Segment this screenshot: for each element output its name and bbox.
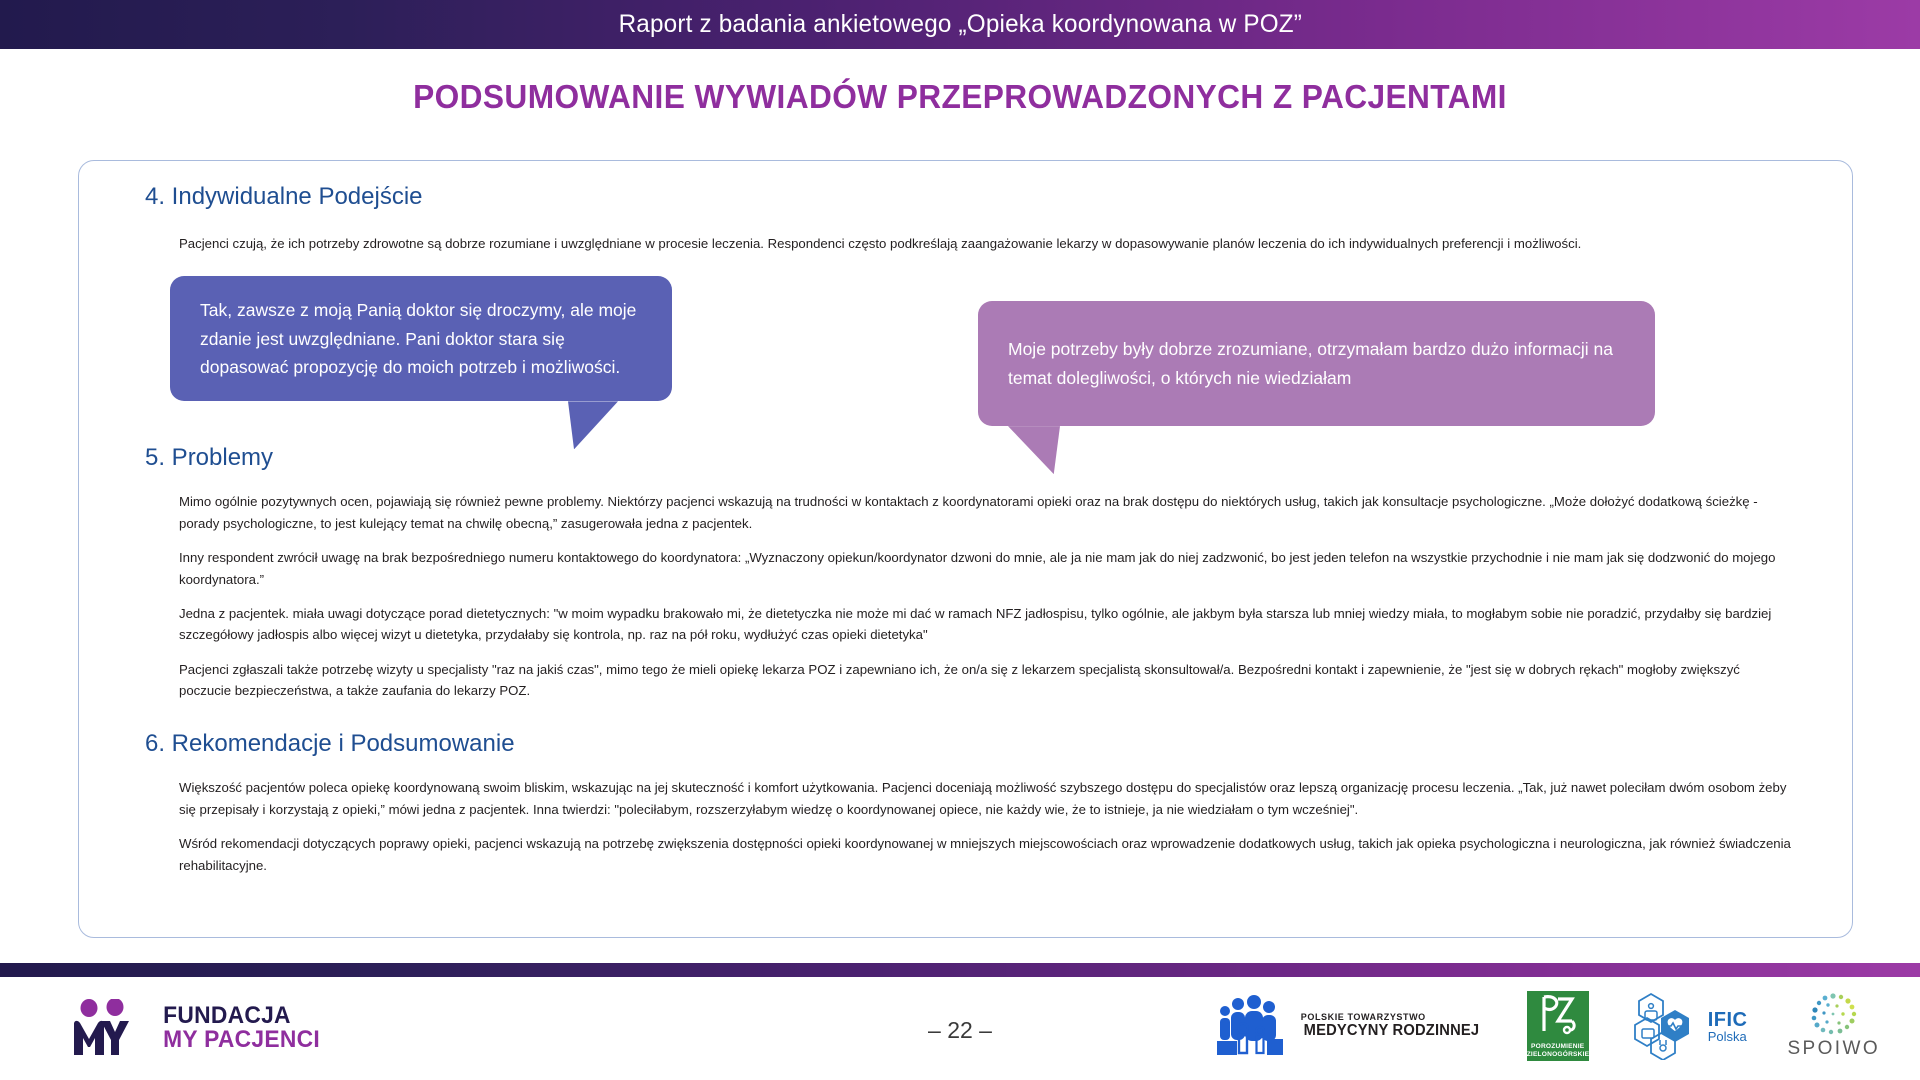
ific-hexagons-icon: [1629, 992, 1699, 1060]
section-heading-5: 5. Problemy: [145, 444, 274, 472]
section-5-paragraph-1: Mimo ogólnie pozytywnych ocen, pojawiają się również pewne problemy. Niektórzy pacjenci wskazują na trudności w kontaktach z koordynatorami opieki oraz na brak dostępu do niektórych usług, takich jak konsultacje psychologiczne. „Może dołożyć dodatkową ścieżkę - porady psychologiczne, to jest kulejący temat na chwilę obecną,” zasugerowała jedna z pacjentek.: [179, 494, 1758, 531]
fundacja-line-1: FUNDACJA: [163, 1001, 291, 1029]
spoiwo-dots-icon: [1803, 992, 1865, 1036]
pz-line-2: ZIELONOGÓRSKIE: [1526, 1050, 1590, 1058]
footer-gradient-rule: [0, 963, 1920, 977]
quote-bubble-left-text: Tak, zawsze z moją Panią doktor się droczymy, ale moje zdanie jest uwzględniane. Pani doktor stara się dopasować propozycję do moich potrzeb i możliwości.: [200, 300, 637, 378]
logo-ific-polska: [1629, 992, 1748, 1060]
section-heading-4: 4. Indywidualne Podejście: [145, 183, 423, 210]
ific-line-2: Polska: [1707, 1028, 1747, 1044]
ific-wordmark: [1708, 1010, 1748, 1043]
section-6-paragraph-2: Wśród rekomendacji dotyczących poprawy opieki, pacjenci wskazują na potrzebę zwiększenia dostępności opieki koordynowanej w mniejszych miejscowościach oraz wprowadzenie dodatkowych usług, takich jak opieka psychologiczna i neurologiczna, jak również świadczenia rehabilitacyjne.: [179, 836, 1791, 873]
section-6-paragraph-1: Większość pacjentów poleca opiekę koordynowaną swoim bliskim, wskazując na jej skuteczność i komfort użytkowania. Pacjenci doceniają możliwość szybszego dostępu do specjalistów oraz lepszą organizację procesu leczenia. „Tak, już nawet poleciłam dwóm osobom żeby się przepisały i korzystają z opieki,” mówi jedna z pacjentek. Inna twierdzi: "poleciłabym, rozszerzyłabym wiedzę o koordynowanej opiece, nie każdy wie, że to istnieje, ja nie wiedziałam o tym wcześniej".: [179, 780, 1787, 817]
ific-line-1: IFIC: [1707, 1008, 1748, 1031]
report-header-bar: [0, 0, 1920, 49]
fundacja-line-2: MY PACJENCI: [163, 1026, 320, 1053]
spoiwo-wordmark: SPOIWO: [1787, 1038, 1880, 1059]
page-number: – 22 –: [928, 1017, 992, 1043]
pz-mark-icon: [1527, 991, 1589, 1061]
footer: [0, 977, 1920, 1080]
section-5-paragraph-4: Pacjenci zgłaszali także potrzebę wizyty u specjalisty "raz na jakiś czas", mimo tego że mieli opiekę lekarza POZ i zapewniano ich, że on/a się z lekarzem specjalistą skonsultował/a. Bezpośredni kontakt i zapewnienie, że "jest się w dobrych rękach" mogłoby zwiększyć poczucie bezpieczeństwa, a także zaufania do lekarzy POZ.: [179, 661, 1740, 698]
pz-line-1: POROZUMIENIE: [1531, 1042, 1585, 1050]
quote-bubble-right: [978, 301, 1655, 426]
logo-spoiwo: [1787, 992, 1880, 1060]
section-5-paragraph-3: Jedna z pacjentek. miała uwagi dotyczące porad dietetycznych: "w moim wypadku brakowało mi, że dietetyczka nie może mi dać w ramach NFZ jadłospisu, tylko ogólnie, ale jakbym była starsza lub mniej wiedzy miała, to mogłabym sobie nie poradzić, przydałby się bardziej szczegółowy jadłospis albo więcej wizyt u dietetyka, przydałaby się kontrola, np. raz na pół roku, wydłużyć czas opieki dietetyka": [179, 605, 1772, 643]
quote-bubble-right-text: Moje potrzeby były dobrze zrozumiane, otrzymałam bardzo dużo informacji na temat dolegliwości, o których nie wiedziałam: [1008, 339, 1613, 388]
pz-stethoscope-icon: [1534, 991, 1582, 1039]
logo-polskie-towarzystwo-medycyny-rodzinnej: [1213, 995, 1487, 1057]
ptmr-wordmark: [1296, 1013, 1487, 1040]
ptmr-line-1: POLSKIE TOWARZYSTWO: [1300, 1011, 1426, 1023]
content-card: [78, 160, 1853, 938]
logo-porozumienie-zielonogorskie: [1527, 991, 1589, 1061]
quote-bubble-left: [170, 276, 672, 401]
report-title: Raport z badania ankietowego „Opieka koordynowana w POZ”: [618, 10, 1302, 38]
section-5-paragraph-2: Inny respondent zwrócił uwagę na brak bezpośredniego numeru kontaktowego do koordynatora: „Wyznaczony opiekun/koordynator dzwoni do mnie, ale ja nie mam jak do niej zadzwonić, bo jest jeden telefon na wszystkie przychodnie i nie mam jak się dodzwonić do mojego koordynatora.”: [179, 550, 1776, 587]
pz-caption: [1527, 1043, 1589, 1059]
quote-tail-left-icon: [568, 401, 618, 449]
section-heading-6: 6. Rekomendacje i Podsumowanie: [145, 730, 515, 758]
partner-logos: [1213, 991, 1880, 1061]
ptmr-line-2: MEDYCYNY RODZINNEJ: [1303, 1021, 1480, 1039]
family-group-icon: [1213, 995, 1287, 1057]
section-4-intro: Pacjenci czują, że ich potrzeby zdrowotne są dobrze rozumiane i uwzględniane w procesie leczenia. Respondenci często podkreślają zaangażowanie lekarzy w dopasowywanie planów leczenia do ich indywidualnych preferencji i możliwości.: [179, 236, 1582, 251]
page-title: PODSUMOWANIE WYWIADÓW PRZEPROWADZONYCH Z PACJENTAMI: [413, 78, 1507, 115]
